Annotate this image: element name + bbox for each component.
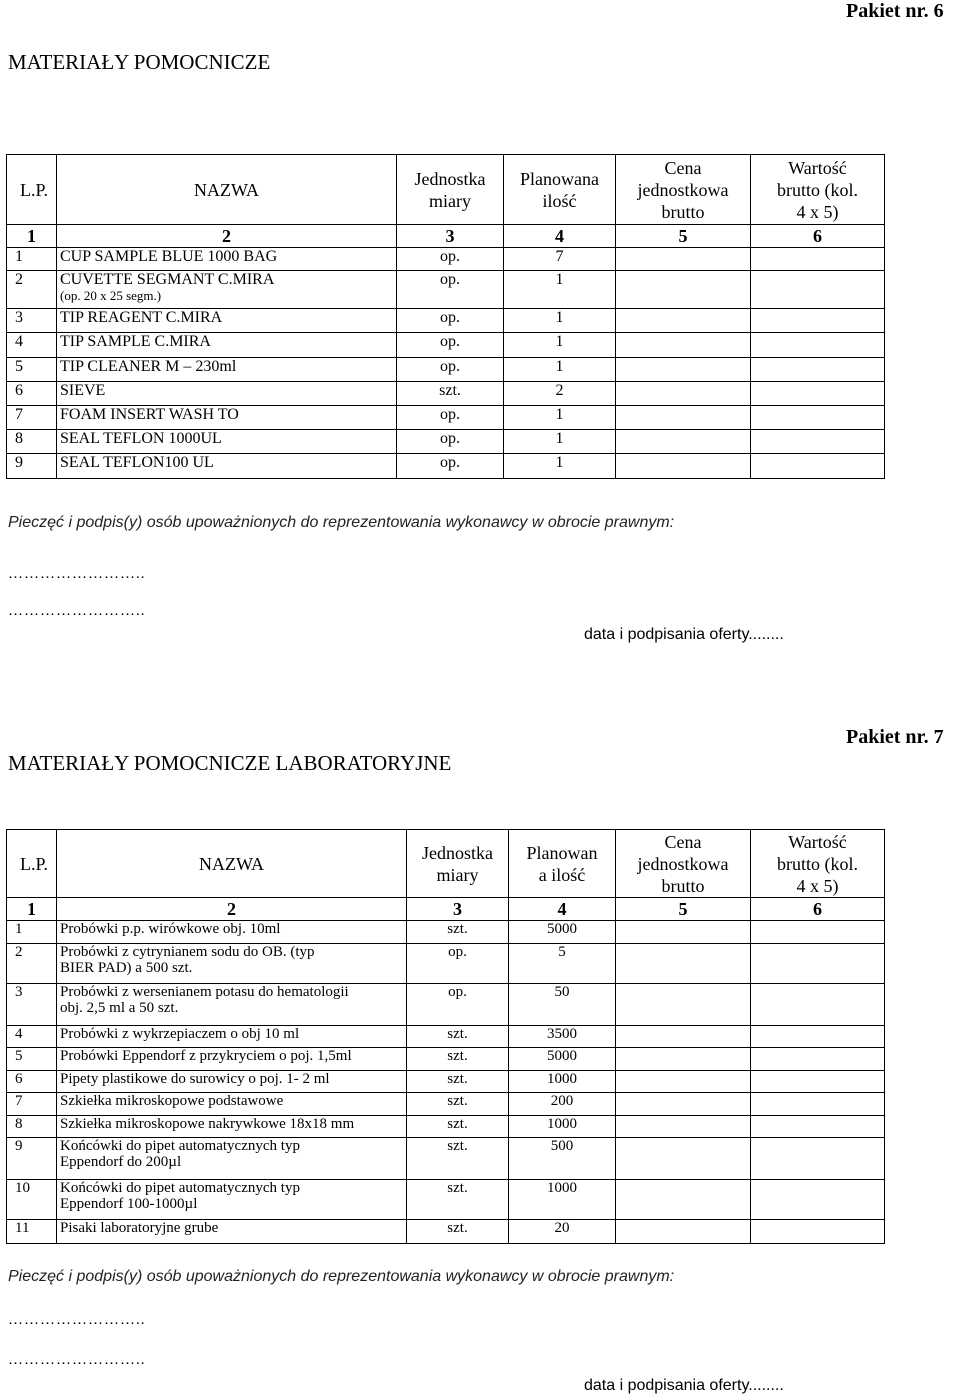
signature-dots: …………………….. bbox=[8, 603, 146, 619]
row-unit bbox=[407, 1071, 509, 1093]
table-row bbox=[7, 1093, 885, 1116]
row-unit bbox=[407, 1116, 509, 1138]
row-value bbox=[751, 430, 885, 454]
row-lp bbox=[7, 1026, 57, 1048]
row-lp bbox=[7, 271, 57, 309]
row-lp bbox=[7, 1093, 57, 1116]
header-value-line: brutto (kol. bbox=[777, 853, 858, 874]
row-value bbox=[751, 944, 885, 984]
header-unit-line: miary bbox=[429, 190, 471, 211]
header-price bbox=[616, 830, 751, 898]
row-qty bbox=[509, 1071, 616, 1093]
row-unit-text: op. bbox=[448, 944, 467, 960]
header-qty-line: ilość bbox=[542, 190, 577, 211]
row-unit bbox=[407, 921, 509, 944]
row-unit-text: szt. bbox=[447, 1220, 468, 1236]
row-unit-text: op. bbox=[440, 248, 460, 265]
row-name-text: SEAL TEFLON 1000UL bbox=[60, 430, 222, 447]
row-name-text: Pipety plastikowe do surowicy o poj. 1- 2 ml bbox=[60, 1071, 330, 1087]
row-value bbox=[751, 358, 885, 382]
row-unit-text: op. bbox=[440, 333, 460, 350]
row-qty-text: 1 bbox=[555, 309, 564, 326]
row-unit bbox=[407, 1093, 509, 1116]
row-qty bbox=[504, 248, 616, 271]
row-qty bbox=[509, 1180, 616, 1220]
row-value bbox=[751, 454, 885, 479]
table-row bbox=[7, 271, 885, 309]
row-unit-text: szt. bbox=[447, 1071, 468, 1087]
row-name bbox=[57, 430, 397, 454]
column-number: 3 bbox=[397, 225, 504, 248]
package-label: Pakiet nr. 7 bbox=[846, 726, 944, 748]
row-name bbox=[57, 1138, 407, 1180]
row-lp-text: 6 bbox=[15, 1071, 23, 1087]
row-qty bbox=[504, 382, 616, 406]
table-row bbox=[7, 358, 885, 382]
row-unit bbox=[397, 309, 504, 333]
row-qty-text: 5000 bbox=[547, 921, 577, 937]
row-price bbox=[616, 1026, 751, 1048]
header-unit-line: Jednostka bbox=[422, 842, 493, 863]
signature-dots: …………………….. bbox=[8, 1352, 146, 1368]
row-lp-text: 5 bbox=[15, 1048, 23, 1064]
row-lp-text: 7 bbox=[15, 406, 23, 423]
row-qty bbox=[504, 333, 616, 358]
row-qty bbox=[509, 1138, 616, 1180]
row-lp bbox=[7, 1220, 57, 1244]
row-name-text: Końcówki do pipet automatycznych typ bbox=[60, 1180, 300, 1196]
row-qty bbox=[509, 1093, 616, 1116]
table-row bbox=[7, 1116, 885, 1138]
row-value bbox=[751, 271, 885, 309]
row-lp bbox=[7, 944, 57, 984]
row-lp-text: 6 bbox=[15, 382, 23, 399]
row-qty bbox=[509, 1026, 616, 1048]
header-price bbox=[616, 155, 751, 225]
row-lp-text: 8 bbox=[15, 430, 23, 447]
row-name-detail: obj. 2,5 ml a 50 szt. bbox=[60, 1000, 179, 1016]
column-number: 6 bbox=[751, 225, 885, 248]
row-name bbox=[57, 248, 397, 271]
row-unit-text: szt. bbox=[447, 1180, 468, 1196]
header-unit-line: Jednostka bbox=[414, 168, 486, 189]
row-name-text: TIP REAGENT C.MIRA bbox=[60, 309, 223, 326]
row-value bbox=[751, 1026, 885, 1048]
row-unit-text: op. bbox=[440, 309, 460, 326]
row-price bbox=[616, 984, 751, 1026]
header-lp: L.P. bbox=[7, 155, 57, 225]
row-qty bbox=[509, 984, 616, 1026]
row-unit-text: op. bbox=[440, 430, 460, 447]
row-lp bbox=[7, 921, 57, 944]
row-name-text: TIP CLEANER M – 230ml bbox=[60, 358, 237, 375]
header-name: NAZWA bbox=[57, 830, 407, 898]
row-qty bbox=[509, 1048, 616, 1071]
header-price-line: brutto bbox=[661, 201, 705, 222]
row-unit-text: op. bbox=[448, 984, 467, 1000]
row-price bbox=[616, 382, 751, 406]
row-value bbox=[751, 1048, 885, 1071]
package-label: Pakiet nr. 6 bbox=[846, 0, 944, 22]
header-price-line: brutto bbox=[661, 875, 705, 896]
row-qty-text: 5000 bbox=[547, 1048, 577, 1064]
table-row bbox=[7, 921, 885, 944]
row-value bbox=[751, 1180, 885, 1220]
column-number: 5 bbox=[616, 225, 751, 248]
row-unit-text: szt. bbox=[447, 1026, 468, 1042]
row-lp bbox=[7, 984, 57, 1026]
table-row bbox=[7, 309, 885, 333]
table-body bbox=[7, 248, 885, 479]
column-number: 2 bbox=[57, 225, 397, 248]
row-value bbox=[751, 1116, 885, 1138]
row-unit bbox=[397, 430, 504, 454]
row-price bbox=[616, 1116, 751, 1138]
row-price bbox=[616, 271, 751, 309]
row-name bbox=[57, 309, 397, 333]
row-price bbox=[616, 358, 751, 382]
column-number: 6 bbox=[751, 898, 885, 921]
row-price bbox=[616, 1138, 751, 1180]
row-name-text: CUP SAMPLE BLUE 1000 BAG bbox=[60, 248, 278, 265]
row-lp-text: 7 bbox=[15, 1093, 23, 1109]
header-qty-line: Planowan bbox=[526, 842, 598, 863]
row-name-text: Szkiełka mikroskopowe nakrywkowe 18x18 mm bbox=[60, 1116, 355, 1132]
table-header-row bbox=[7, 155, 885, 225]
header-price-line: jednostkowa bbox=[637, 179, 729, 200]
row-lp bbox=[7, 358, 57, 382]
row-name bbox=[57, 1093, 407, 1116]
row-qty-text: 1 bbox=[555, 333, 564, 350]
row-name-text: Probówki z cytrynianem sodu do OB. (typ bbox=[60, 944, 315, 960]
header-value-line: 4 x 5) bbox=[796, 875, 839, 896]
header-lp: L.P. bbox=[7, 830, 57, 898]
section-title: MATERIAŁY POMOCNICZE LABORATORYJNE bbox=[8, 751, 452, 775]
row-unit bbox=[407, 1180, 509, 1220]
row-name-text: TIP SAMPLE C.MIRA bbox=[60, 333, 211, 350]
row-unit bbox=[397, 382, 504, 406]
column-number-row bbox=[7, 225, 885, 248]
row-price bbox=[616, 921, 751, 944]
header-value bbox=[751, 155, 885, 225]
row-name-detail: Eppendorf do 200µl bbox=[60, 1154, 182, 1170]
row-price bbox=[616, 1180, 751, 1220]
row-qty-text: 1 bbox=[555, 430, 564, 447]
table-row bbox=[7, 454, 885, 479]
row-lp-text: 1 bbox=[15, 248, 23, 265]
row-qty-text: 3500 bbox=[547, 1026, 577, 1042]
row-unit bbox=[397, 271, 504, 309]
signature-dots: …………………….. bbox=[8, 566, 146, 582]
row-name bbox=[57, 921, 407, 944]
row-name-text: CUVETTE SEGMANT C.MIRA bbox=[60, 271, 275, 288]
header-unit bbox=[397, 155, 504, 225]
row-unit bbox=[397, 333, 504, 358]
row-value bbox=[751, 309, 885, 333]
row-name bbox=[57, 406, 397, 430]
row-price bbox=[616, 248, 751, 271]
row-name bbox=[57, 333, 397, 358]
row-price bbox=[616, 333, 751, 358]
row-lp-text: 3 bbox=[15, 984, 23, 1000]
row-lp bbox=[7, 382, 57, 406]
table-row bbox=[7, 1048, 885, 1071]
row-qty-text: 2 bbox=[555, 382, 564, 399]
row-unit bbox=[407, 944, 509, 984]
row-unit-text: szt. bbox=[447, 1116, 468, 1132]
row-name bbox=[57, 1048, 407, 1071]
header-value-line: Wartość bbox=[788, 157, 847, 178]
header-price-line: jednostkowa bbox=[637, 853, 729, 874]
row-lp-text: 9 bbox=[15, 454, 23, 471]
row-unit-text: op. bbox=[440, 454, 460, 471]
row-price bbox=[616, 309, 751, 333]
header-qty bbox=[509, 830, 616, 898]
header-price-line: Cena bbox=[664, 157, 702, 178]
row-qty bbox=[509, 944, 616, 984]
row-qty-text: 200 bbox=[550, 1093, 574, 1109]
row-lp-text: 8 bbox=[15, 1116, 23, 1132]
column-number-row bbox=[7, 898, 885, 921]
row-lp-text: 4 bbox=[15, 333, 23, 350]
row-unit bbox=[407, 1220, 509, 1244]
table-header-row bbox=[7, 830, 885, 898]
row-unit-text: szt. bbox=[439, 382, 461, 399]
row-value bbox=[751, 984, 885, 1026]
row-name bbox=[57, 358, 397, 382]
header-value-line: 4 x 5) bbox=[796, 201, 839, 222]
row-lp bbox=[7, 1116, 57, 1138]
row-name bbox=[57, 382, 397, 406]
table-row bbox=[7, 1180, 885, 1220]
row-lp bbox=[7, 1180, 57, 1220]
stamp-instruction: Pieczęć i podpis(y) osób upoważnionych do reprezentowania wykonawcy w obrocie prawnym: bbox=[8, 1268, 675, 1285]
row-name bbox=[57, 1071, 407, 1093]
column-number: 3 bbox=[407, 898, 509, 921]
row-lp-text: 9 bbox=[15, 1138, 23, 1154]
row-unit bbox=[397, 248, 504, 271]
table-body bbox=[7, 921, 885, 1244]
row-name bbox=[57, 984, 407, 1026]
row-qty-text: 20 bbox=[554, 1220, 570, 1236]
table-row bbox=[7, 1071, 885, 1093]
row-qty bbox=[504, 309, 616, 333]
row-value bbox=[751, 406, 885, 430]
row-unit bbox=[397, 454, 504, 479]
signature-dots: …………………….. bbox=[8, 1312, 146, 1328]
row-name-text: Probówki z wersenianem potasu do hematologii bbox=[60, 984, 349, 1000]
row-name-detail: BIER PAD) a 500 szt. bbox=[60, 960, 193, 976]
items-table bbox=[6, 829, 885, 1244]
row-name bbox=[57, 1180, 407, 1220]
row-value bbox=[751, 1138, 885, 1180]
row-value bbox=[751, 333, 885, 358]
row-qty-text: 1000 bbox=[547, 1180, 577, 1196]
header-qty-line: Planowana bbox=[520, 168, 599, 189]
header-value bbox=[751, 830, 885, 898]
column-number: 1 bbox=[7, 898, 57, 921]
table-row bbox=[7, 984, 885, 1026]
header-value-line: brutto (kol. bbox=[777, 179, 858, 200]
row-lp bbox=[7, 454, 57, 479]
row-name-text: Końcówki do pipet automatycznych typ bbox=[60, 1138, 300, 1154]
row-name-text: Probówki z wykrzepiaczem o obj 10 ml bbox=[60, 1026, 300, 1042]
row-lp bbox=[7, 1071, 57, 1093]
row-lp bbox=[7, 248, 57, 271]
row-lp-text: 10 bbox=[15, 1180, 30, 1196]
row-unit-text: op. bbox=[440, 358, 460, 375]
table-row bbox=[7, 382, 885, 406]
row-price bbox=[616, 1093, 751, 1116]
row-qty bbox=[509, 1116, 616, 1138]
table-row bbox=[7, 248, 885, 271]
row-name-text: Probówki Eppendorf z przykryciem o poj. 1,5ml bbox=[60, 1048, 352, 1064]
row-price bbox=[616, 454, 751, 479]
header-name: NAZWA bbox=[57, 155, 397, 225]
row-qty-text: 5 bbox=[558, 944, 566, 960]
row-name bbox=[57, 271, 397, 309]
row-lp-text: 2 bbox=[15, 944, 23, 960]
row-price bbox=[616, 1071, 751, 1093]
row-qty bbox=[509, 921, 616, 944]
table-row bbox=[7, 1220, 885, 1244]
row-lp-text: 4 bbox=[15, 1026, 23, 1042]
header-unit bbox=[407, 830, 509, 898]
row-unit-text: szt. bbox=[447, 1048, 468, 1064]
row-name-text: Probówki p.p. wirówkowe obj. 10ml bbox=[60, 921, 281, 937]
row-unit bbox=[407, 1138, 509, 1180]
table-row bbox=[7, 944, 885, 984]
row-name bbox=[57, 1116, 407, 1138]
row-name-text: SIEVE bbox=[60, 382, 106, 399]
table-row bbox=[7, 406, 885, 430]
row-value bbox=[751, 1093, 885, 1116]
row-lp-text: 2 bbox=[15, 271, 23, 288]
row-qty-text: 1 bbox=[555, 454, 564, 471]
row-name bbox=[57, 1026, 407, 1048]
row-value bbox=[751, 1071, 885, 1093]
row-lp-text: 3 bbox=[15, 309, 23, 326]
row-name-detail: Eppendorf 100-1000µl bbox=[60, 1196, 198, 1212]
row-price bbox=[616, 1220, 751, 1244]
row-lp bbox=[7, 1048, 57, 1071]
row-lp-text: 11 bbox=[15, 1220, 30, 1236]
row-price bbox=[616, 430, 751, 454]
row-unit bbox=[407, 984, 509, 1026]
row-unit bbox=[397, 358, 504, 382]
row-name bbox=[57, 944, 407, 984]
row-name bbox=[57, 1220, 407, 1244]
row-price bbox=[616, 1048, 751, 1071]
section-title: MATERIAŁY POMOCNICZE bbox=[8, 50, 271, 74]
row-value bbox=[751, 921, 885, 944]
row-value bbox=[751, 382, 885, 406]
items-table bbox=[6, 154, 885, 479]
row-unit-text: op. bbox=[440, 406, 460, 423]
table-row bbox=[7, 1026, 885, 1048]
row-lp bbox=[7, 1138, 57, 1180]
row-unit bbox=[407, 1048, 509, 1071]
column-number: 1 bbox=[7, 225, 57, 248]
row-qty-text: 1 bbox=[555, 406, 564, 423]
column-number: 4 bbox=[504, 225, 616, 248]
row-name-text: SEAL TEFLON100 UL bbox=[60, 454, 214, 471]
row-qty bbox=[509, 1220, 616, 1244]
row-unit bbox=[407, 1026, 509, 1048]
row-value bbox=[751, 248, 885, 271]
row-qty bbox=[504, 406, 616, 430]
row-qty-text: 1000 bbox=[547, 1071, 577, 1087]
row-qty bbox=[504, 358, 616, 382]
header-qty bbox=[504, 155, 616, 225]
row-unit bbox=[397, 406, 504, 430]
row-lp-text: 1 bbox=[15, 921, 23, 937]
row-value bbox=[751, 1220, 885, 1244]
row-unit-text: szt. bbox=[447, 1093, 468, 1109]
table-row bbox=[7, 333, 885, 358]
header-value-line: Wartość bbox=[788, 831, 847, 852]
row-name-text: Szkiełka mikroskopowe podstawowe bbox=[60, 1093, 284, 1109]
row-qty-text: 500 bbox=[550, 1138, 574, 1154]
row-qty-text: 1000 bbox=[547, 1116, 577, 1132]
row-name-text: Pisaki laboratoryjne grube bbox=[60, 1220, 219, 1236]
row-price bbox=[616, 944, 751, 984]
row-lp bbox=[7, 309, 57, 333]
row-qty-text: 50 bbox=[554, 984, 570, 1000]
row-name-detail: (op. 20 x 25 segm.) bbox=[60, 288, 162, 303]
row-qty bbox=[504, 430, 616, 454]
table-row bbox=[7, 430, 885, 454]
row-unit-text: szt. bbox=[447, 1138, 468, 1154]
row-lp-text: 5 bbox=[15, 358, 23, 375]
row-price bbox=[616, 406, 751, 430]
row-unit-text: op. bbox=[440, 271, 460, 288]
column-number: 4 bbox=[509, 898, 616, 921]
row-name bbox=[57, 454, 397, 479]
signature-date: data i podpisania oferty........ bbox=[584, 626, 784, 643]
column-number: 5 bbox=[616, 898, 751, 921]
header-unit-line: miary bbox=[436, 864, 479, 885]
column-number: 2 bbox=[57, 898, 407, 921]
header-qty-line: a ilość bbox=[538, 864, 586, 885]
stamp-instruction: Pieczęć i podpis(y) osób upoważnionych do reprezentowania wykonawcy w obrocie prawnym: bbox=[8, 514, 675, 531]
header-price-line: Cena bbox=[664, 831, 702, 852]
table-row bbox=[7, 1138, 885, 1180]
row-qty bbox=[504, 271, 616, 309]
row-qty-text: 7 bbox=[555, 248, 564, 265]
row-lp bbox=[7, 406, 57, 430]
row-unit-text: szt. bbox=[447, 921, 468, 937]
row-lp bbox=[7, 333, 57, 358]
row-qty-text: 1 bbox=[555, 271, 564, 288]
row-qty-text: 1 bbox=[555, 358, 564, 375]
row-qty bbox=[504, 454, 616, 479]
row-name-text: FOAM INSERT WASH TO bbox=[60, 406, 239, 423]
signature-date: data i podpisania oferty........ bbox=[584, 1377, 784, 1394]
row-lp bbox=[7, 430, 57, 454]
